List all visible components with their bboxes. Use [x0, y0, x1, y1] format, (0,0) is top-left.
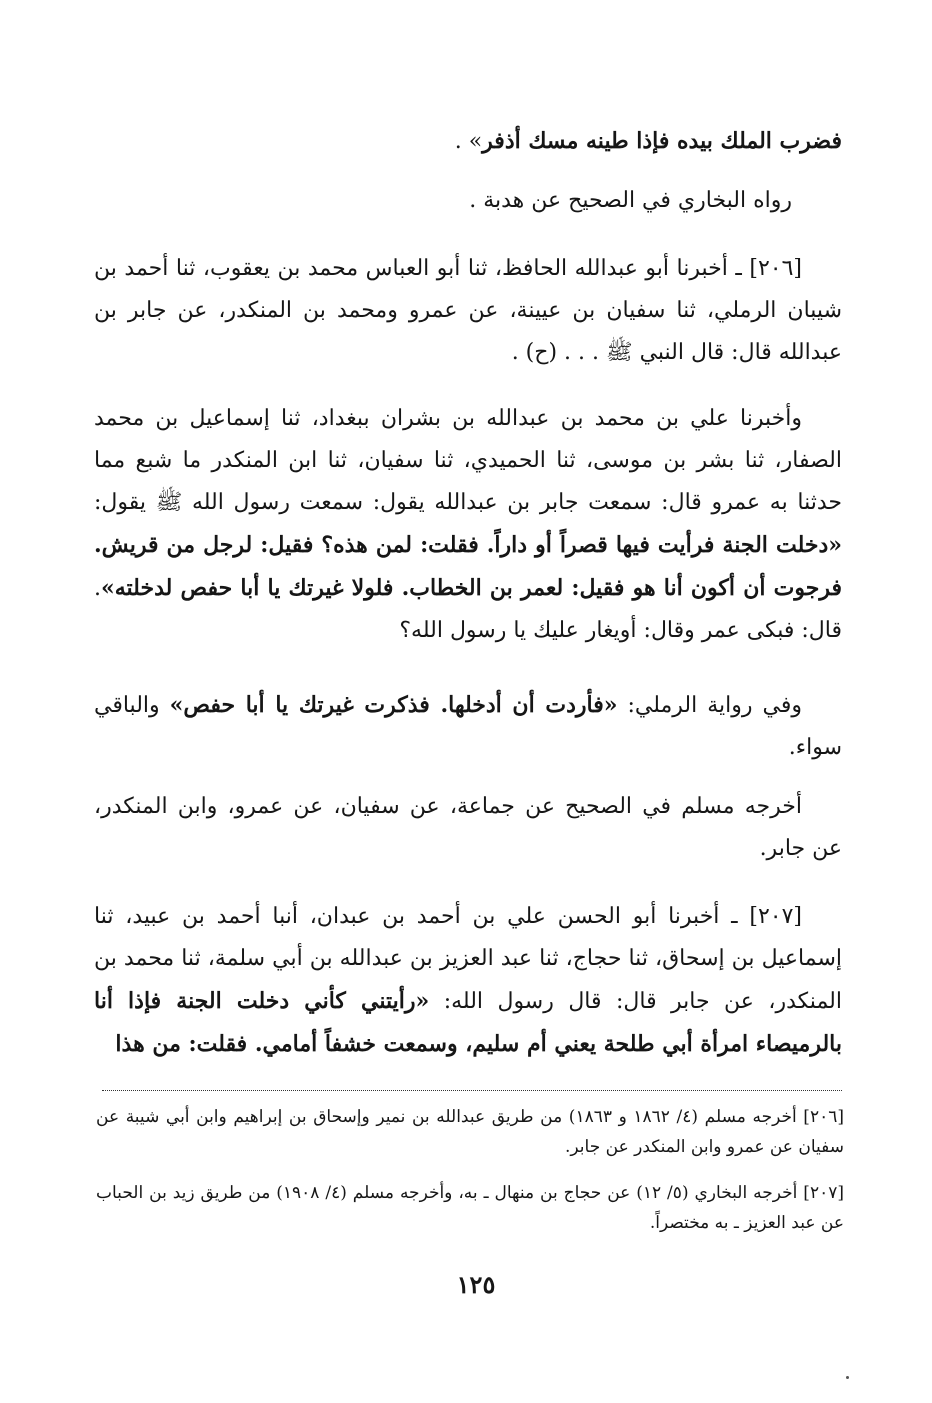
ramli-tail: والباقي سواء. — [94, 693, 842, 760]
hadith-207-intro: [٢٠٧] ـ أخبرنا أبو الحسن علي بن أحمد بن عبدان، أنبا أحمد بن عبيد، ثنا إسماعيل بن إسحاق، ثنا حجاج، ثنا عبد العزيز بن عبدالله بن أبي سلمة، ثنا محمد بن المنكدر، عن جابر قال: قال رسول الله: — [94, 904, 842, 1014]
source-note-text: رواه البخاري في الصحيح عن هدبة . — [469, 188, 792, 213]
page-number: ١٢٥ — [456, 1270, 496, 1299]
ramli-bold: «فأردت أن أدخلها. فذكرت غيرتك يا أبا حفص» — [169, 692, 618, 718]
footnote-206-text: [٢٠٦] أخرجه مسلم (٤/ ١٨٦٢ و ١٨٦٣) من طريق عبدالله بن نمير وإسحاق بن إبراهيم وابن أبي شيبة عن سفيان عن عمرو وابن المنكدر عن جابر. — [96, 1107, 844, 1157]
hadith-ending-close: » . — [454, 129, 483, 154]
hadith-207-bold: «رأيتني كأني دخلت الجنة فإذا أنا بالرميصاء امرأة أبي طلحة يعني أم سليم، وسمعت خشفاً أمامي. فقلت: من هذا — [94, 988, 842, 1057]
scan-speck — [846, 1376, 849, 1379]
footnote-207 — [96, 1178, 844, 1238]
hadith-206-alt-bold: «دخلت الجنة فرأيت فيها قصراً أو داراً. فقلت: لمن هذه؟ فقيل: لرجل من قريش. فرجوت أن أكون أنا هو فقيل: لعمر بن الخطاب. فلولا غيرتك يا أبا حفص لدخلته» — [94, 532, 842, 601]
paragraph-takhrij-206 — [94, 786, 842, 870]
footnote-207-text: [٢٠٧] أخرجه البخاري (٥/ ١٢) عن حجاج بن منهال ـ به، وأخرجه مسلم (٤/ ١٩٠٨) من طريق زيد بن الحباب عن عبد العزيز ـ به مختصراً. — [96, 1183, 844, 1233]
paragraph-hadith-207 — [94, 896, 842, 1066]
paragraph-hadith-206-alt-chain — [94, 398, 842, 652]
hadith-206-text: [٢٠٦] ـ أخبرنا أبو عبدالله الحافظ، ثنا أبو العباس محمد بن يعقوب، ثنا أحمد بن شيبان الرملي، ثنا سفيان بن عيينة، عن عمرو ومحمد بن المنكدر، عن جابر بن عبدالله قال: قال النبي ﷺ . . . (ح) . — [94, 256, 842, 365]
paragraph-hadith-ending — [94, 120, 842, 163]
ramli-intro: وفي رواية الرملي: — [617, 693, 802, 718]
footnote-206 — [96, 1102, 844, 1162]
paragraph-hadith-206 — [94, 248, 842, 374]
hadith-ending-bold: فضرب الملك بيده فإذا طينه مسك أذفر — [482, 128, 842, 154]
paragraph-source-note — [94, 180, 842, 222]
takhrij-206-text: أخرجه مسلم في الصحيح عن جماعة، عن سفيان، عن عمرو، وابن المنكدر، عن جابر. — [94, 794, 842, 861]
paragraph-ramli-narration — [94, 684, 842, 769]
hadith-206-alt-intro: وأخبرنا علي بن محمد بن عبدالله بن بشران ببغداد، ثنا إسماعيل بن محمد الصفار، ثنا بشر بن موسى، ثنا الحميدي، ثنا سفيان، ثنا ابن المنكدر ما شبع مما حدثنا به عمرو قال: سمعت جابر بن عبدالله يقول: سمعت رسول الله ﷺ يقول: — [94, 406, 842, 515]
footnote-divider — [102, 1090, 842, 1091]
hadith-206-alt-tail: . قال: فبكى عمر وقال: أويغار عليك يا رسول الله؟ — [94, 576, 842, 643]
